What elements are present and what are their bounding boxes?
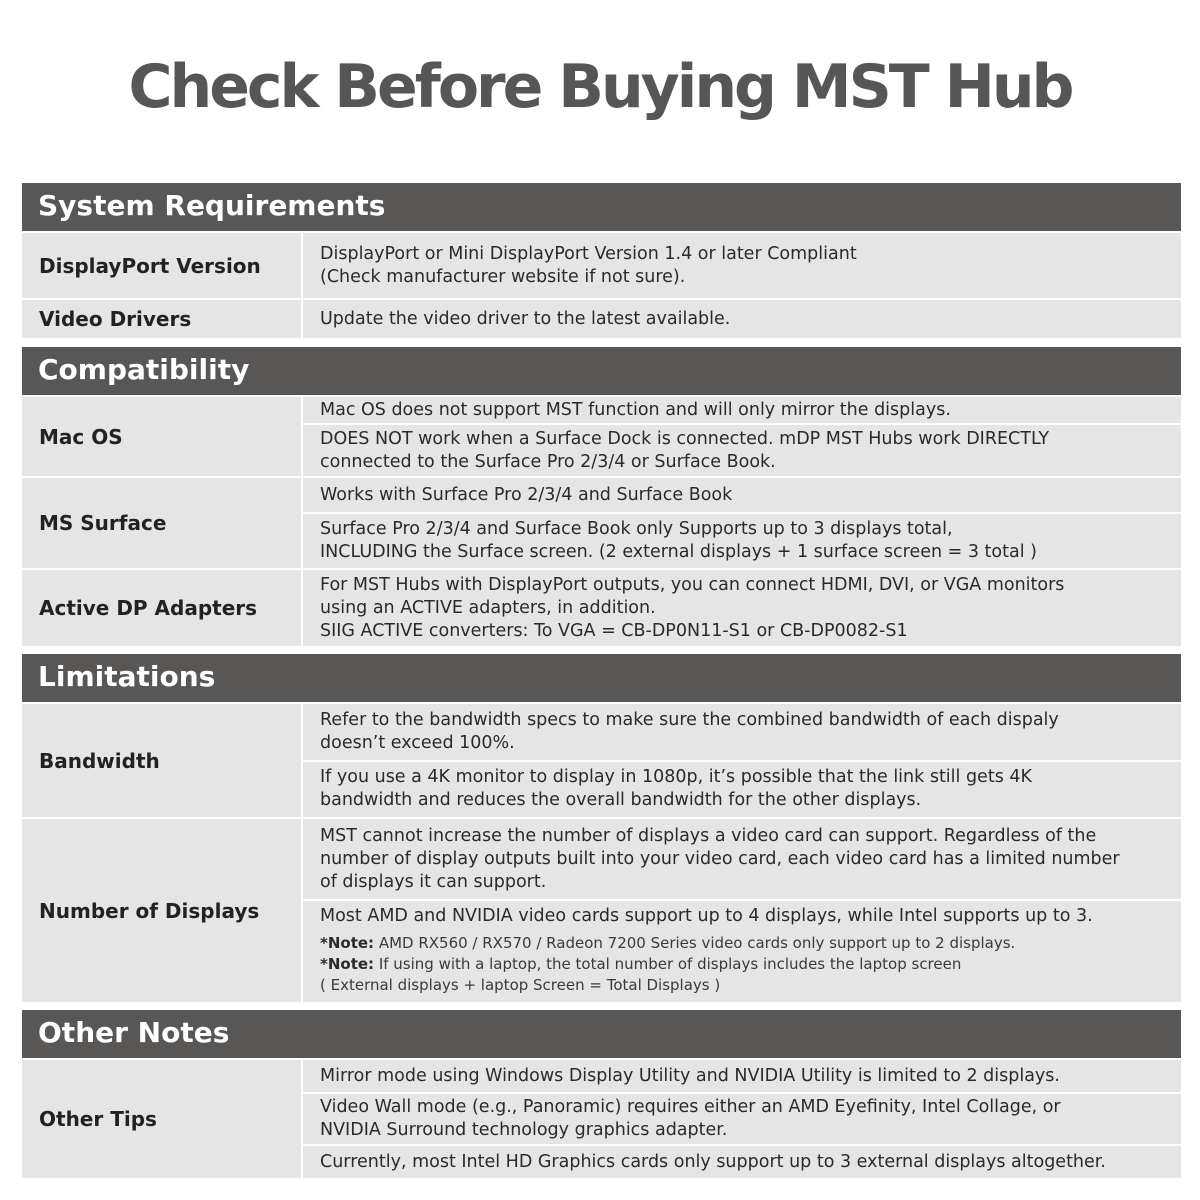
page-title: Check Before Buying MST Hub	[128, 52, 1072, 122]
row-cell: Update the video driver to the latest available.	[320, 308, 731, 329]
row-cell: Mirror mode using Windows Display Utility and NVIDIA Utility is limited to 2 displays.	[320, 1065, 1060, 1086]
row-label: Active DP Adapters	[39, 596, 258, 620]
section-header-compatibility: Compatibility	[22, 347, 1181, 395]
row-cell: DOES NOT work when a Surface Dock is connected. mDP MST Hubs work DIRECTLY connected to the Surface Pro 2/3/4 or Surface Book.	[303, 423, 1181, 476]
row-cell: Most AMD and NVIDIA video cards support up to 4 displays, while Intel supports up to 3. *Note: AMD RX560 / RX570 / Radeon 7200 Series video cards only support up to 2 displays. *Note: If using with a laptop, the total number of displays includes the laptop screen ( External displays + laptop Screen = Total Displays )	[303, 899, 1181, 1002]
row-cell: Video Wall mode (e.g., Panoramic) requires either an AMD Eyefinity, Intel Collage, or NVIDIA Surround technology graphics adapter.	[303, 1092, 1181, 1144]
row-active-dp-adapters	[22, 570, 1181, 646]
row-cell: Currently, most Intel HD Graphics cards only support up to 3 external displays altogether.	[303, 1144, 1181, 1178]
section-header-other-notes: Other Notes	[22, 1010, 1181, 1058]
row-cell: Mac OS does not support MST function and will only mirror the displays.	[320, 399, 951, 420]
row-cell: Refer to the bandwidth specs to make sure the combined bandwidth of each dispaly doesn’t exceed 100%.	[320, 709, 1059, 753]
row-cell: DisplayPort or Mini DisplayPort Version 1.4 or later Compliant (Check manufacturer website if not sure).	[320, 243, 857, 287]
section-header-system-requirements: System Requirements	[22, 183, 1181, 231]
row-cell: MST cannot increase the number of displays a video card can support. Regardless of the number of display outputs built into your video card, each video card has a limited number of displays it can support.	[320, 825, 1120, 892]
row-bandwidth	[22, 704, 1181, 817]
row-number-of-displays	[22, 819, 1181, 1002]
row-displayport-version	[22, 233, 1181, 298]
row-cell: Works with Surface Pro 2/3/4 and Surface Book	[320, 484, 733, 505]
row-cell: For MST Hubs with DisplayPort outputs, you can connect HDMI, DVI, or VGA monitors using an ACTIVE adapters, in addition. SIIG ACTIVE converters: To VGA = CB-DP0N11-S1 or CB-DP0082-S1	[320, 574, 1065, 641]
row-label: Number of Displays	[39, 898, 260, 923]
row-label: Other Tips	[39, 1107, 157, 1131]
row-mac-os	[22, 397, 1181, 476]
row-cell: Surface Pro 2/3/4 and Surface Book only Supports up to 3 displays total, INCLUDING the Surface screen. (2 external displays + 1 surface screen = 3 total )	[303, 512, 1181, 568]
row-label: Bandwidth	[39, 748, 160, 773]
row-cell: If you use a 4K monitor to display in 1080p, it’s possible that the link still gets 4K bandwidth and reduces the overall bandwidth for the other displays.	[303, 760, 1181, 818]
row-label: Mac OS	[39, 424, 123, 449]
note-line: *Note: AMD RX560 / RX570 / Radeon 7200 Series video cards only support up to 2 displays.	[320, 934, 1016, 952]
row-ms-surface	[22, 478, 1181, 568]
row-label: DisplayPort Version	[39, 253, 261, 278]
note-line: *Note: If using with a laptop, the total number of displays includes the laptop screen	[320, 955, 962, 973]
row-label: Video Drivers	[39, 307, 192, 331]
note-line: ( External displays + laptop Screen = Total Displays )	[320, 976, 721, 994]
row-label: MS Surface	[39, 511, 167, 535]
row-video-drivers	[22, 300, 1181, 338]
row-other-tips	[22, 1060, 1181, 1178]
section-header-limitations: Limitations	[22, 654, 1181, 702]
